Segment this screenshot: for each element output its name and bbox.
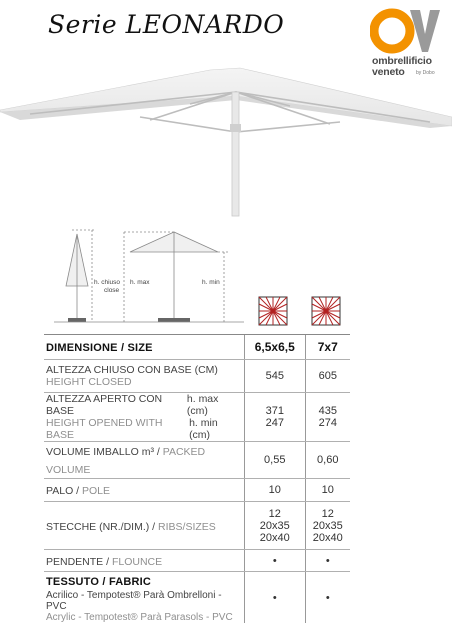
- height-open-label-en: HEIGHT OPENED WITH BASE: [46, 417, 189, 441]
- height-open-row: [44, 393, 350, 442]
- ribs-row: STECCHE (NR./DIM.) / RIBS/SIZES 12 20x35 20x40 12 20x35 20x40: [44, 502, 350, 550]
- flounce-label: PENDENTE: [46, 556, 103, 568]
- ov-logo-mark: [370, 6, 444, 56]
- pole-label: PALO: [46, 485, 73, 497]
- ribs-size: 20x35: [245, 520, 305, 532]
- canopy-top-view-icon: [311, 296, 341, 326]
- ribs-count: 12: [306, 508, 350, 520]
- hmin-value: 274: [306, 417, 350, 429]
- logo-tagline: by Dobo: [416, 70, 435, 76]
- logo-line2: veneto: [372, 66, 405, 78]
- fabric-label-en: FABRIC: [109, 576, 151, 588]
- ribs-size: 20x35: [306, 520, 350, 532]
- umbrella-photo: [0, 62, 452, 218]
- fabric-row: TESSUTO / FABRIC Acrilico - Tempotest® Parà Ombrelloni - PVC Acrylic - Tempotest® Parà Parasols - PVC • •: [44, 572, 350, 623]
- logo-line1: ombrellificio: [372, 55, 432, 67]
- flounce-value: •: [305, 550, 350, 572]
- volume-value: 0,55: [245, 442, 306, 479]
- size-label-en: SIZE: [127, 342, 152, 354]
- height-closed-label-en: HEIGHT CLOSED: [46, 376, 244, 388]
- canopy-top-view-icon: [258, 296, 288, 326]
- spec-table: [44, 334, 350, 623]
- pole-row: PALO / POLE 10 10: [44, 479, 350, 502]
- ribs-size: 20x40: [245, 532, 305, 544]
- flounce-label-en: FLOUNCE: [112, 556, 162, 568]
- ribs-label: STECCHE (NR./DIM.): [46, 521, 149, 533]
- fabric-label: TESSUTO: [46, 576, 99, 588]
- fabric-materials-en: Acrylic - Tempotest® Parà Parasols - PVC: [46, 612, 244, 623]
- fabric-value: •: [245, 572, 306, 623]
- fabric-value: •: [305, 572, 350, 623]
- height-diagram: [44, 226, 274, 326]
- min-height-label: h. min: [202, 279, 220, 286]
- volume-value: 0,60: [305, 442, 350, 479]
- volume-label-en: PACKED VOLUME: [46, 446, 205, 476]
- pole-value: 10: [245, 479, 306, 502]
- volume-label: VOLUME IMBALLO m³: [46, 446, 154, 458]
- fabric-materials: Acrilico - Tempotest® Parà Ombrelloni - PVC: [46, 590, 244, 612]
- size-col-1: 6,5x6,5: [245, 335, 306, 360]
- hmax-label: h. max (cm): [187, 393, 240, 417]
- hmax-value: 371: [245, 405, 305, 417]
- ribs-size: 20x40: [306, 532, 350, 544]
- height-closed-label: ALTEZZA CHIUSO CON BASE (CM): [46, 364, 244, 376]
- height-closed-row: [44, 360, 350, 393]
- hmin-label: h. min (cm): [189, 417, 240, 441]
- ribs-label-en: RIBS/SIZES: [158, 521, 216, 533]
- closed-height-label-en: close: [104, 287, 120, 294]
- hmin-value: 247: [245, 417, 305, 429]
- size-row: DIMENSIONE / SIZE 6,5x6,5 7x7: [44, 335, 350, 360]
- volume-row: VOLUME IMBALLO m³ / PACKED VOLUME 0,55 0,60: [44, 442, 350, 479]
- size-label: DIMENSIONE: [46, 342, 118, 354]
- max-height-label: h. max: [130, 279, 150, 286]
- flounce-row: PENDENTE / FLOUNCE • •: [44, 550, 350, 572]
- size-col-2: 7x7: [305, 335, 350, 360]
- pole-label-en: POLE: [82, 485, 110, 497]
- height-open-label: ALTEZZA APERTO CON BASE: [46, 393, 187, 417]
- hmax-value: 435: [306, 405, 350, 417]
- flounce-value: •: [245, 550, 306, 572]
- ribs-count: 12: [245, 508, 305, 520]
- height-closed-value: 545: [245, 360, 306, 393]
- series-title: Serie LEONARDO: [48, 10, 284, 39]
- closed-height-label: h. chiuso: [94, 279, 120, 286]
- height-closed-value: 605: [305, 360, 350, 393]
- pole-value: 10: [305, 479, 350, 502]
